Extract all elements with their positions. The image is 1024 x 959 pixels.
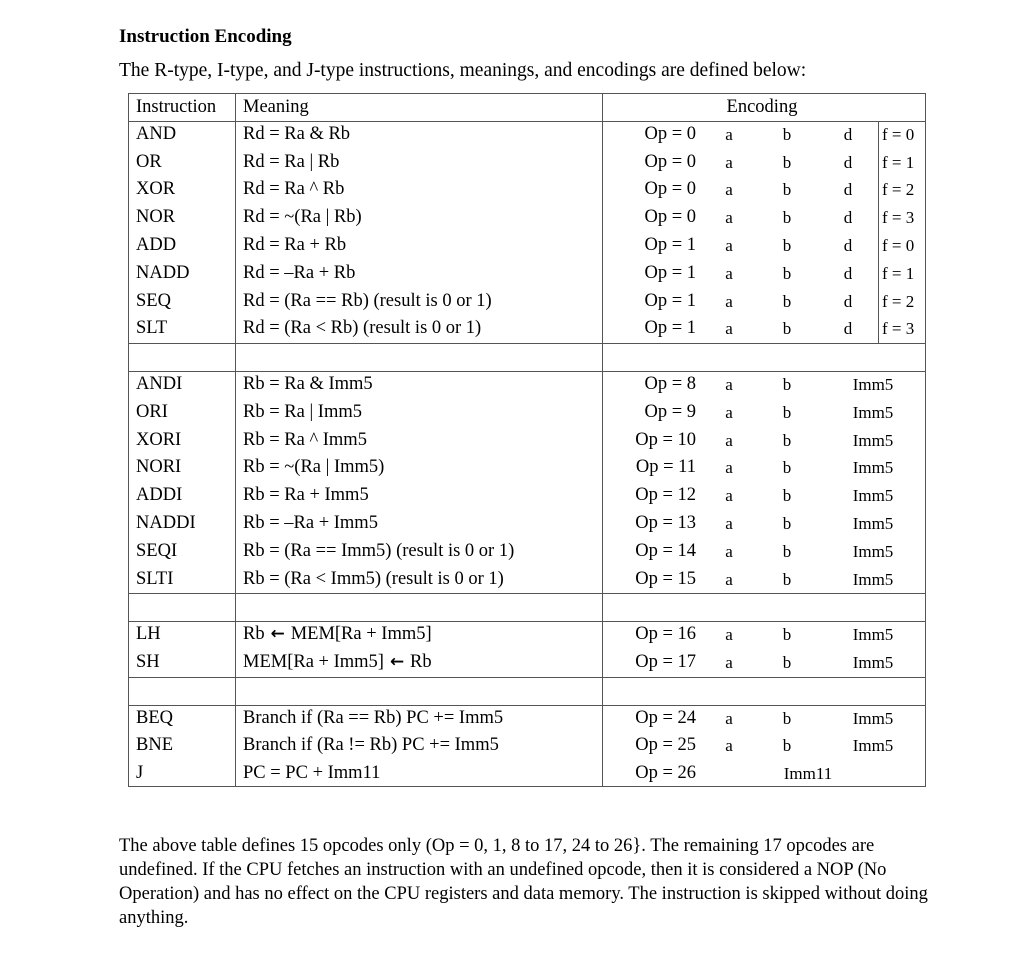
section-title: Instruction Encoding xyxy=(119,26,292,47)
encoding-field-b: b xyxy=(782,180,792,200)
instruction-name: SH xyxy=(136,652,160,672)
encoding-immediate: Imm5 xyxy=(852,430,894,450)
instruction-name: XORI xyxy=(136,429,182,450)
instruction-name: OR xyxy=(136,151,162,172)
group-separator-top xyxy=(128,593,926,594)
encoding-field-f: f = 3 xyxy=(882,208,915,228)
instruction-name: SEQI xyxy=(136,540,178,561)
instruction-meaning: Rd = Ra & Rb xyxy=(243,123,351,144)
f-field-divider xyxy=(878,121,879,343)
instruction-meaning: PC = PC + Imm11 xyxy=(243,763,381,784)
encoding-field-b: b xyxy=(782,486,792,506)
encoding-field-f: f = 2 xyxy=(882,180,915,200)
encoding-field-b: b xyxy=(782,736,792,756)
instruction-meaning: Rd = (Ra == Rb) (result is 0 or 1) xyxy=(243,290,492,311)
encoding-field-a: a xyxy=(725,458,733,478)
group-separator-top xyxy=(128,677,926,678)
encoding-immediate: Imm5 xyxy=(852,458,894,478)
encoding-field-d: d xyxy=(843,236,853,255)
meaning-part: MEM[Ra + Imm5] xyxy=(243,652,384,672)
meaning-part: Rb xyxy=(410,652,432,672)
encoding-opcode: Op = 15 xyxy=(635,568,696,589)
instruction-meaning: Rd = (Ra < Rb) (result is 0 or 1) xyxy=(243,318,482,339)
encoding-field-b: b xyxy=(782,541,792,561)
encoding-field-a: a xyxy=(725,180,733,200)
header-instruction: Instruction xyxy=(136,97,217,117)
encoding-field-b: b xyxy=(782,708,792,728)
encoding-field-d: d xyxy=(843,124,853,144)
header-meaning: Meaning xyxy=(243,97,309,117)
encoding-opcode: Op = 0 xyxy=(644,123,696,144)
instruction-name: NADD xyxy=(136,262,190,283)
instruction-name: NADDI xyxy=(136,513,196,533)
instruction-meaning: Rb = Ra + Imm5 xyxy=(243,485,369,506)
encoding-field-b: b xyxy=(782,625,792,645)
instruction-name: SEQ xyxy=(136,290,171,311)
encoding-field-a: a xyxy=(725,291,733,311)
encoding-field-a: a xyxy=(725,486,733,506)
instruction-name: NORI xyxy=(136,457,182,478)
encoding-field-b: b xyxy=(782,653,792,672)
instruction-name: ADD xyxy=(136,235,177,255)
instruction-meaning: Rd = Ra | Rb xyxy=(243,151,340,172)
encoding-opcode: Op = 16 xyxy=(635,624,696,645)
instruction-name: J xyxy=(136,763,144,784)
encoding-field-a: a xyxy=(725,514,733,533)
encoding-field-b: b xyxy=(782,152,792,172)
encoding-field-f: f = 3 xyxy=(882,319,915,339)
instruction-meaning: Rb = ~(Ra | Imm5) xyxy=(243,457,385,478)
instruction-name: ADDI xyxy=(136,485,183,506)
encoding-opcode: Op = 17 xyxy=(635,652,696,672)
group-separator-top xyxy=(128,343,926,344)
encoding-field-a: a xyxy=(725,625,733,645)
instruction-meaning xyxy=(243,621,432,648)
encoding-field-b: b xyxy=(782,263,792,283)
encoding-opcode: Op = 9 xyxy=(644,401,696,422)
encoding-field-a: a xyxy=(725,375,733,394)
encoding-field-a: a xyxy=(725,653,733,672)
encoding-field-b: b xyxy=(782,430,792,450)
encoding-field-b: b xyxy=(782,569,792,589)
header-encoding: Encoding xyxy=(726,97,798,117)
left-arrow-icon: ← xyxy=(264,624,291,645)
encoding-field-a: a xyxy=(725,236,733,255)
instruction-name: NOR xyxy=(136,207,176,228)
instruction-name: SLT xyxy=(136,318,168,339)
encoding-immediate: Imm5 xyxy=(852,569,894,589)
encoding-opcode: Op = 1 xyxy=(644,318,696,339)
encoding-opcode: Op = 0 xyxy=(644,207,696,228)
instruction-meaning: Rb = –Ra + Imm5 xyxy=(243,513,378,533)
encoding-opcode: Op = 13 xyxy=(635,513,696,533)
instruction-name: BEQ xyxy=(136,707,173,728)
encoding-opcode: Op = 12 xyxy=(635,485,696,506)
instruction-name: ANDI xyxy=(136,374,183,394)
table-border-left xyxy=(128,93,129,787)
encoding-field-d: d xyxy=(843,180,853,200)
encoding-field-b: b xyxy=(782,291,792,311)
encoding-opcode: Op = 14 xyxy=(635,540,696,561)
encoding-immediate: Imm11 xyxy=(783,764,833,784)
encoding-field-d: d xyxy=(843,319,853,339)
encoding-field-d: d xyxy=(843,263,853,283)
instruction-meaning: Rb = (Ra < Imm5) (result is 0 or 1) xyxy=(243,568,504,589)
instruction-name: SLTI xyxy=(136,568,174,589)
instruction-encoding-table xyxy=(128,93,926,787)
encoding-immediate: Imm5 xyxy=(852,653,894,672)
intro-text: The R-type, I-type, and J-type instructions, meanings, and encodings are defined below: xyxy=(119,60,807,81)
encoding-field-a: a xyxy=(725,569,733,589)
encoding-field-b: b xyxy=(782,458,792,478)
meaning-part: MEM[Ra + Imm5] xyxy=(290,624,432,645)
meaning-part: Rb xyxy=(243,624,265,645)
encoding-opcode: Op = 1 xyxy=(644,235,696,255)
encoding-opcode: Op = 0 xyxy=(644,179,696,200)
instruction-name: BNE xyxy=(136,735,173,756)
encoding-field-d: d xyxy=(843,291,853,311)
encoding-field-a: a xyxy=(725,736,733,756)
opcode-note: The above table defines 15 opcodes only (Op = 0, 1, 8 to 17, 24 to 26}. The remaining 17 opcodes are undefined. If the CPU fetches an instruction with an undefined opcode, then it is considered a NOP (No Operation) and has no effect on the CPU registers and data memory. The instruction is skipped without doing anything. xyxy=(119,836,928,928)
encoding-field-f: f = 2 xyxy=(882,291,915,311)
encoding-opcode: Op = 25 xyxy=(635,735,696,756)
instruction-name: ORI xyxy=(136,401,168,422)
encoding-immediate: Imm5 xyxy=(852,625,894,645)
encoding-field-f: f = 1 xyxy=(882,263,915,283)
instruction-meaning: Rd = Ra ^ Rb xyxy=(243,179,345,200)
encoding-immediate: Imm5 xyxy=(852,736,894,756)
instruction-meaning: Rb = (Ra == Imm5) (result is 0 or 1) xyxy=(243,540,515,561)
encoding-field-a: a xyxy=(725,319,733,339)
instruction-meaning: Rd = ~(Ra | Rb) xyxy=(243,207,362,228)
left-arrow-icon: ← xyxy=(383,652,411,672)
encoding-opcode: Op = 26 xyxy=(635,763,696,784)
encoding-field-f: f = 0 xyxy=(882,124,915,144)
encoding-field-b: b xyxy=(782,208,792,228)
encoding-field-a: a xyxy=(725,430,733,450)
encoding-field-b: b xyxy=(782,375,792,394)
instruction-meaning: Rb = Ra | Imm5 xyxy=(243,401,362,422)
encoding-field-b: b xyxy=(782,319,792,339)
encoding-field-f: f = 1 xyxy=(882,152,915,172)
encoding-field-a: a xyxy=(725,124,733,144)
column-divider-instruction xyxy=(235,93,236,787)
encoding-field-a: a xyxy=(725,541,733,561)
instruction-meaning: Rd = –Ra + Rb xyxy=(243,262,356,283)
encoding-field-a: a xyxy=(725,402,733,422)
encoding-field-b: b xyxy=(782,124,792,144)
encoding-immediate: Imm5 xyxy=(852,541,894,561)
encoding-field-b: b xyxy=(782,236,792,255)
encoding-field-a: a xyxy=(725,152,733,172)
instruction-name: AND xyxy=(136,123,177,144)
instruction-meaning: Branch if (Ra != Rb) PC += Imm5 xyxy=(243,735,499,756)
instruction-meaning: Rb = Ra & Imm5 xyxy=(243,374,373,394)
instruction-meaning: Rb = Ra ^ Imm5 xyxy=(243,429,367,450)
encoding-field-b: b xyxy=(782,402,792,422)
encoding-field-d: d xyxy=(843,152,853,172)
encoding-opcode: Op = 1 xyxy=(644,290,696,311)
instruction-name: LH xyxy=(136,624,161,645)
encoding-opcode: Op = 1 xyxy=(644,262,696,283)
encoding-immediate: Imm5 xyxy=(852,375,894,394)
encoding-field-a: a xyxy=(725,263,733,283)
encoding-immediate: Imm5 xyxy=(852,402,894,422)
instruction-meaning: Rd = Ra + Rb xyxy=(243,235,347,255)
encoding-immediate: Imm5 xyxy=(852,486,894,506)
column-divider-meaning xyxy=(602,93,603,787)
encoding-opcode: Op = 10 xyxy=(635,429,696,450)
encoding-immediate: Imm5 xyxy=(852,708,894,728)
instruction-meaning: Branch if (Ra == Rb) PC += Imm5 xyxy=(243,707,504,728)
encoding-opcode: Op = 8 xyxy=(644,374,696,394)
encoding-opcode: Op = 0 xyxy=(644,151,696,172)
encoding-field-a: a xyxy=(725,708,733,728)
instruction-meaning xyxy=(243,649,432,676)
encoding-opcode: Op = 24 xyxy=(635,707,696,728)
encoding-opcode: Op = 11 xyxy=(635,457,696,478)
encoding-field-d: d xyxy=(843,208,853,228)
instruction-name: XOR xyxy=(136,179,176,200)
encoding-field-b: b xyxy=(782,514,792,533)
encoding-field-f: f = 0 xyxy=(882,236,915,255)
encoding-immediate: Imm5 xyxy=(852,514,894,533)
encoding-field-a: a xyxy=(725,208,733,228)
